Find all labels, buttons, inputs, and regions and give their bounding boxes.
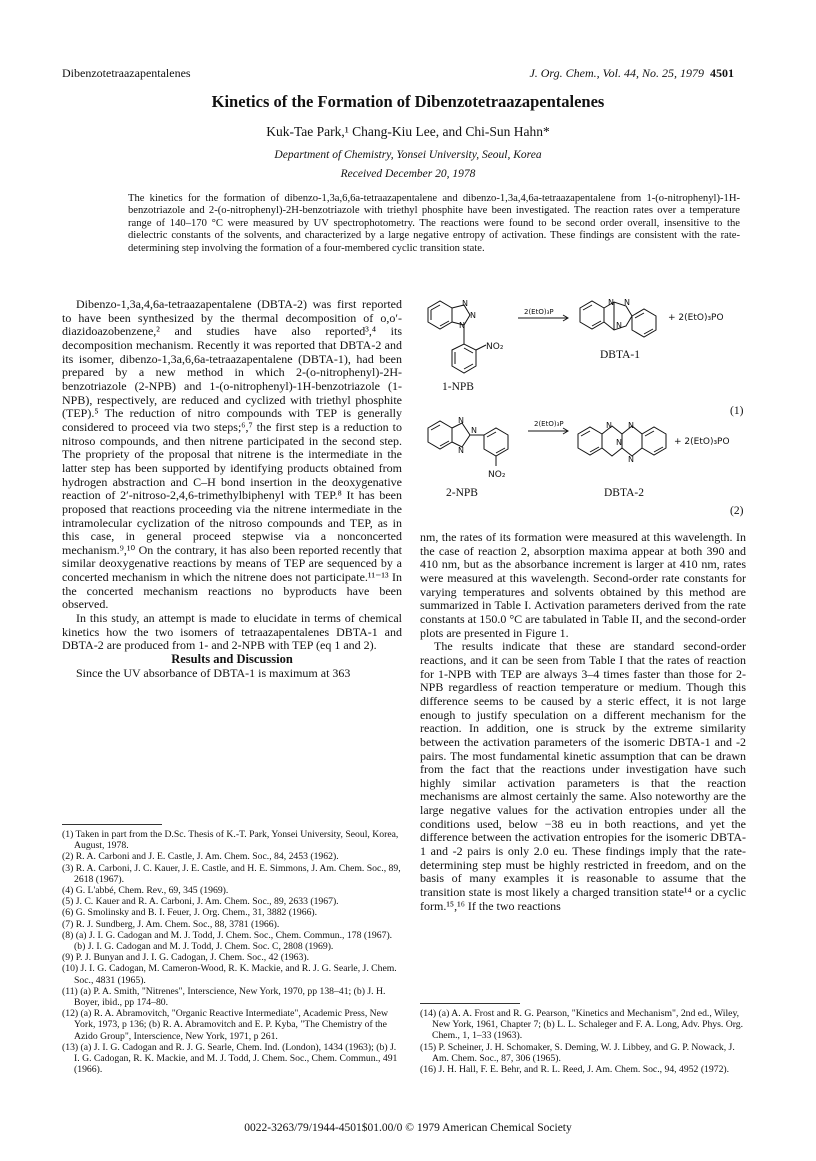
footnote: (14) (a) A. A. Frost and R. G. Pearson, "Kinetics and Mechanism", 2nd ed., Wiley, New York, 1961, Chapter 7; (b) L. L. Schaleger and F. A. Long, Adv. Phys. Org. Chem., 1, 1–33 (1963). — [420, 1008, 744, 1042]
footnote: (9) P. J. Bunyan and J. I. G. Cadogan, J. Chem. Soc., 42 (1963). — [62, 952, 310, 964]
footnote-list-right — [420, 1008, 746, 1075]
footnote-rule — [62, 824, 162, 825]
right-column — [420, 531, 746, 913]
footnote: (3) R. A. Carboni, J. C. Kauer, J. E. Castle, and H. E. Simmons, J. Am. Chem. Soc., 89, 2618 (1967). — [62, 862, 401, 885]
reactant-label-2: 2-NPB — [446, 487, 478, 499]
footnotes-right — [420, 1003, 746, 1075]
product-label-2: DBTA-2 — [604, 487, 644, 499]
reaction-scheme — [418, 296, 748, 526]
atom-label: N — [470, 311, 476, 320]
byproduct-label-1: + 2(EtO)₃PO — [668, 313, 724, 323]
footnote: (2) R. A. Carboni and J. E. Castle, J. Am. Chem. Soc., 84, 2453 (1962). — [62, 851, 339, 863]
journal-name: J. Org. Chem., Vol. 44, No. 25, 1979 — [529, 66, 704, 80]
atom-label: N — [624, 298, 630, 307]
reactant-label-1: 1-NPB — [442, 381, 474, 393]
affiliation: Department of Chemistry, Yonsei University, Seoul, Korea — [274, 149, 542, 161]
copyright-footer: 0022-3263/79/1944-4501$01.00/0 © 1979 American Chemical Society — [244, 1122, 572, 1134]
footnote: (16) J. H. Hall, F. E. Behr, and R. L. Reed, J. Am. Chem. Soc., 94, 4952 (1972). — [420, 1064, 730, 1076]
atom-label: N — [462, 299, 468, 308]
footnote: (13) (a) J. I. G. Cadogan and R. J. G. Searle, Chem. Ind. (London), 1434 (1963); (b) J. I. G. Cadogan, R. K. Mackie, and M. J. Todd, J. Chem. Soc., Chem. Commun., 491 (1966). — [62, 1041, 398, 1076]
atom-label: N — [616, 321, 622, 330]
atom-label: N — [628, 421, 634, 430]
nitrophenyl-ring-1 — [452, 344, 486, 373]
nitro-group-2: NO₂ — [488, 470, 506, 480]
reagent-label-2: 2(EtO)₃P — [534, 420, 564, 428]
atom-label: N — [608, 298, 614, 307]
footnote-rule — [420, 1003, 520, 1004]
atom-label: N — [458, 446, 464, 455]
equation-number-1: (1) — [730, 405, 744, 417]
article-title: Kinetics of the Formation of Dibenzotetraazapentalenes — [211, 92, 605, 111]
footnote: (1) Taken in part from the D.Sc. Thesis of K.-T. Park, Yonsei University, Seoul, Korea, August, 1978. — [62, 829, 399, 852]
nitrophenyl-ring-2 — [484, 428, 508, 466]
atom-label: N — [606, 421, 612, 430]
journal-citation — [529, 66, 734, 81]
dbta2-structure — [578, 426, 666, 456]
running-title: Dibenzotetraazapentalenes — [62, 66, 191, 80]
atom-label: N — [616, 438, 622, 447]
footnote: (7) R. J. Sundberg, J. Am. Chem. Soc., 88, 3781 (1966). — [62, 918, 280, 930]
left-column — [62, 298, 402, 680]
section-heading: Results and Discussion — [171, 652, 293, 667]
atom-label: N — [458, 416, 464, 425]
atom-label: N — [628, 455, 634, 464]
page-number: 4501 — [710, 66, 734, 80]
byproduct-label-2: + 2(EtO)₃PO — [674, 437, 730, 447]
abstract: The kinetics for the formation of dibenzo-1,3a,6,6a-tetraazapentalene and dibenzo-1,3a,4,6a-tetraazapentalene from 1-(o-nitrophenyl)-1H-benzotriazole and 2-(o-nitrophenyl)-2H-benzotriazole with triethyl phosphite have been investigated. The reaction rates over a temperature range of 140–170 °C were measured by UV spectrophotometry. The reactions were found to be second order overall, insensitive to the dielectric constants of the solvents, and characterized by a large negative entropy of activation. These findings are consistent with the rate-determining step involving the formation of a four-membered cyclic transition state. — [128, 193, 740, 254]
footnotes-left — [62, 824, 402, 1075]
results-paragraph-1: Since the UV absorbance of DBTA-1 is maximum at 363 — [76, 665, 351, 680]
results-paragraph-3: The results indicate that these are standard second-order reactions, and it can be seen from Table I that the rates of reaction for 1-NPB with TEP are always 3–4 times faster than those for 2-NPB regardless of reaction temperature or medium. Though this difference seems to be caused by a steric effect, it is not large enough to justify speculation on a different mechanism for the reaction. In addition, one is struck by the extreme similarity between the activation parameters of the isomeric DBTA-1 and -2 pairs. The most fundamental kinetic assumption that can be drawn from the fact that the reactions under investigation have such highly similar activation parameters is that the reaction mechanisms are almost certainly the same. Also noteworthy are the large negative values for the activation entropies under all the conditions used, below −38 eu in both reactions, and yet the difference between the activation entropies for the isomeric DBTA-1 and -2 pairs is only 2.0 eu. These findings imply that the rate-determining step must be highly restricted in freedom, and on the basis of many examples it is reasonable to assume that the transition state is most likely a charged transition state¹⁴ or a cyclic form.¹⁵,¹⁶ If the two reactions — [420, 639, 746, 913]
dbta1-structure — [580, 301, 656, 337]
atom-label: N — [459, 321, 465, 330]
intro-paragraph-1: Dibenzo-1,3a,4,6a-tetraazapentalene (DBTA-2) was first reported to have been synthesized by the thermal decomposition of o,o′-diazidoazobenzene,² and studies have also reported³,⁴ its decomposition mechanism. Recently it was reported that DBTA-2 and its isomer, dibenzo-1,3a,6,6a-tetraazapentalene (DBTA-1), had been prepared by a new method in which 2-(o-nitrophenyl)-2H-benzotriazole (2-NPB) and 1-(o-nitrophenyl)-1H-benzotriazole (1-NPB), respectively, are reduced and cyclized with triethyl phosphite (TEP).⁵ The reduction of nitro compounds with TEP is generally considered to proceed via two steps;⁶,⁷ the first step is a reduction to nitroso compounds, and then nitrene participated in the second step. The propriety of the proposal that nitrene is the intermediate in the latter step has been supported by identifying products obtained from hydrogen abstraction and C–H bond insertion in the deoxygenative reaction of 2′-nitroso-2,4,6-trimethylbiphenyl with TEP.⁸ It has been proposed that reactions proceeding via the nitrene intermediate in the intramolecular cyclization of the nitroso compounds and TEP, as in this case, in general proceed stepwise via a nonconcerted mechanism.⁹,¹⁰ On the contrary, it has also been reported recently that similar deoxygenative reactions by means of TEP are sequenced by a concerted mechanism in which the nitrene does not participate.¹¹⁻¹³ In the concerted mechanism reactions no byproducts have been observed. — [62, 297, 402, 612]
product-label-1: DBTA-1 — [600, 349, 640, 361]
footnote: (6) G. Smolinsky and B. I. Feuer, J. Org. Chem., 31, 3882 (1966). — [62, 907, 318, 919]
footnote: (5) J. C. Kauer and R. A. Carboni, J. Am. Chem. Soc., 89, 2633 (1967). — [62, 896, 339, 908]
footnote: (12) (a) R. A. Abramovitch, "Organic Reactive Intermediate", Academic Press, New York, 1973, p 136; (b) R. A. Abramovitch and E. P. Kyba, "The Chemistry of the Azido Group", Interscience, New York, 1971, p 261. — [62, 1008, 388, 1042]
nitro-group-1: NO₂ — [486, 342, 504, 352]
footnote: (15) P. Scheiner, J. H. Schomaker, S. Deming, W. J. Libbey, and G. P. Nowack, J. Am. Chem. Soc., 87, 306 (1965). — [420, 1041, 735, 1064]
footnote: (4) G. L'abbé, Chem. Rev., 69, 345 (1969). — [62, 885, 229, 897]
footnote: (8) (a) J. I. G. Cadogan and M. J. Todd, J. Chem. Soc., Chem. Commun., 178 (1967). (b) J. I. G. Cadogan and M. J. Todd, J. Chem. Soc. C, 2808 (1969). — [62, 929, 393, 953]
author-list: Kuk-Tae Park,¹ Chang-Kiu Lee, and Chi-Sun Hahn* — [266, 124, 550, 139]
footnote: (10) J. I. G. Cadogan, M. Cameron-Wood, R. K. Mackie, and R. J. G. Searle, J. Chem. Soc., 4831 (1965). — [62, 963, 397, 986]
results-paragraph-2: nm, the rates of its formation were measured at this wavelength. In the case of reaction 2, absorption maxima appear at both 390 and 410 nm, but as the absorbance increment is larger at 410 nm, rates were measured at this wavelength. Second-order rate constants for varying temperatures and solvents obtained by this method are summarized in Table I. Activation parameters derived from the rate constants at 150.0 °C are tabulated in Table II, and the second-order plots are presented in Figure 1. — [420, 530, 746, 640]
reaction-arrow-2 — [528, 428, 568, 434]
atom-label: N — [471, 426, 477, 435]
equation-number-2: (2) — [730, 505, 744, 517]
footnote: (11) (a) P. A. Smith, "Nitrenes", Interscience, New York, 1970, pp 138–41; (b) J. H. Boyer, ibid., pp 174–80. — [62, 985, 386, 1009]
reagent-label-1: 2(EtO)₃P — [524, 308, 554, 316]
footnote-list-left — [62, 829, 402, 1075]
intro-paragraph-2: In this study, an attempt is made to elucidate in terms of chemical kinetics how the two isomers of tetraazapentalenes DBTA-1 and DBTA-2 are produced from 1- and 2-NPB with TEP (eq 1 and 2). — [62, 611, 402, 653]
received-date: Received December 20, 1978 — [340, 168, 476, 180]
